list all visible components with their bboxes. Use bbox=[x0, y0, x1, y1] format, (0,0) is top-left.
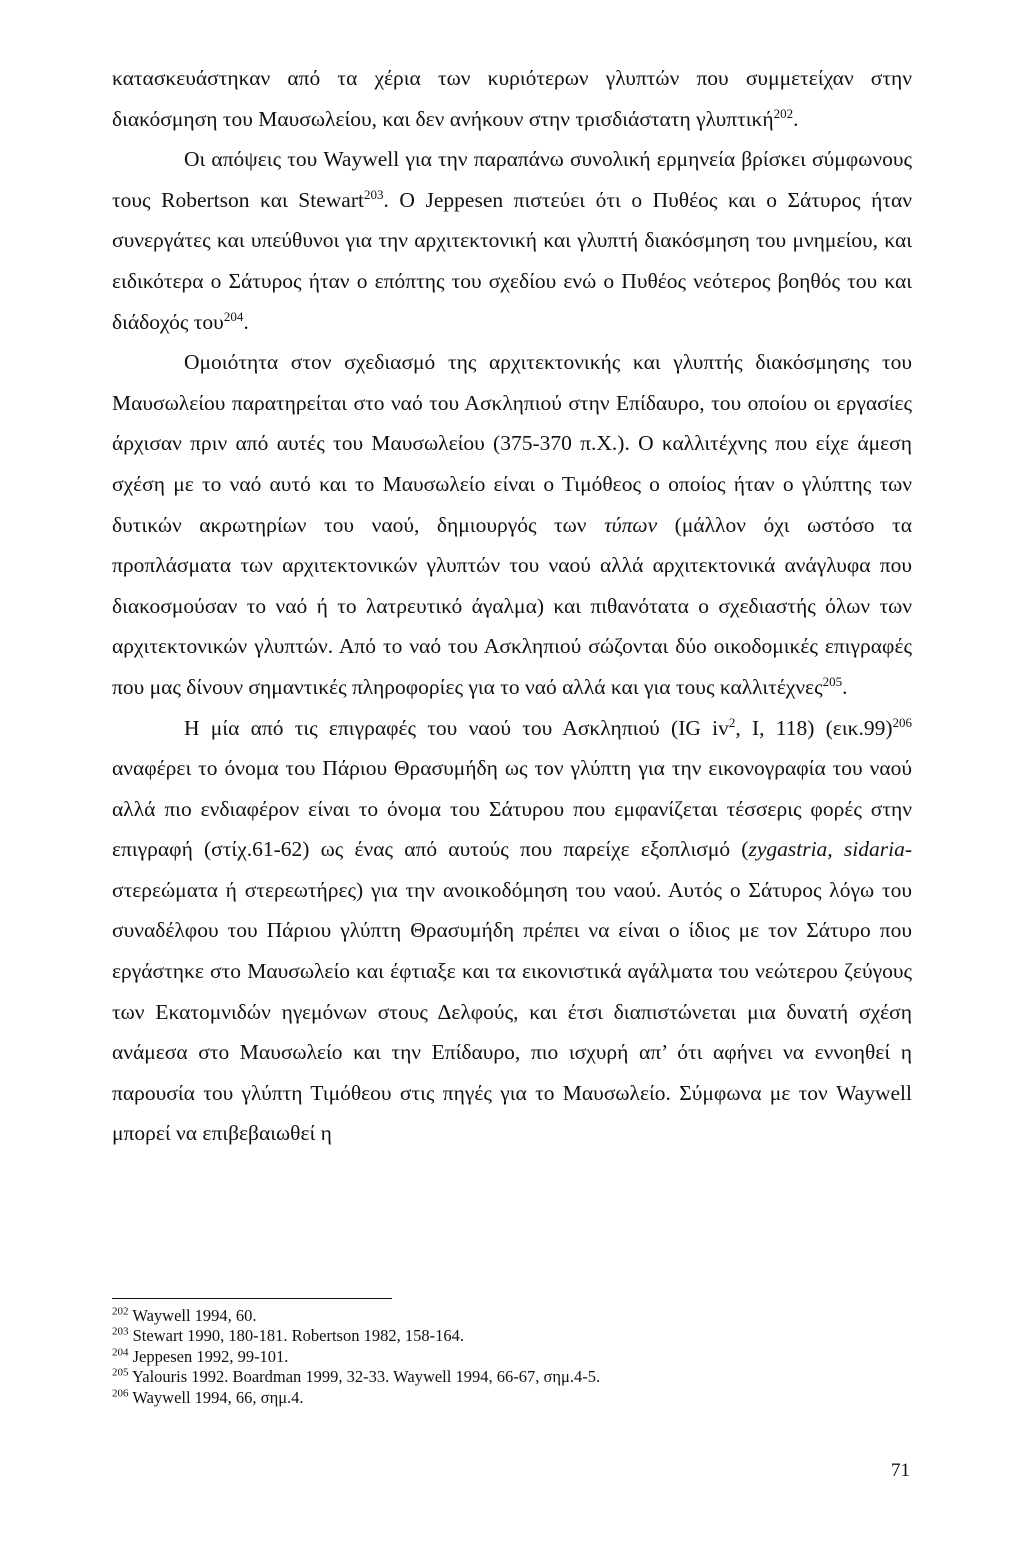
italic-term: τύπων bbox=[604, 512, 658, 537]
paragraph-text: αναφέρει το όνομα του Πάριου Θρασυμήδη ως τον γλύπτη για την εικονογραφία του ναού αλλά πιο ενδιαφέρον είναι το όνομα του Σάτυρου που εμφανίζεται τέσσερις φορές στην επιγραφή (στίχ.61-62) ως ένας από αυτούς που παρείχε εξοπλισμό ( bbox=[112, 756, 912, 862]
footnote-ref-202: 202 bbox=[773, 105, 794, 121]
footnote bbox=[112, 1306, 912, 1326]
paragraph-3 bbox=[112, 342, 912, 707]
footnote bbox=[112, 1388, 912, 1408]
paragraph-text: -στερεώματα ή στερεωτήρες) για την ανοικοδόμηση του ναού. Αυτός ο Σάτυρος λόγω του συναδέλφου του Πάριου γλύπτη Θρασυμήδη πρέπει να είναι ο ίδιος με τον Σάτυρο που εργάστηκε στο Μαυσωλείο και έφτιαξε και τα εικονιστικά αγάλματα του νεώτερου ζεύγους των Εκατομνιδών ηγεμόνων στους Δελφούς, και έτσι διαπιστώνεται μια δυνατή σχέση ανάμεσα στο Μαυσωλείο και την Επίδαυρο, πιο ισχυρή απ’ ότι αφήνει να εννοηθεί η παρουσία του γλύπτη Τιμόθεου στις πηγές για το Μαυσωλείο. Σύμφωνα με τον Waywell μπορεί να επιβεβαιωθεί η bbox=[112, 837, 912, 1146]
footnote-text: Jeppesen 1992, 99-101. bbox=[128, 1346, 289, 1366]
paragraph-4 bbox=[112, 708, 912, 1155]
paragraph-text: Η μία από τις επιγραφές του ναού του Ασκληπιού (IG iv bbox=[184, 715, 729, 740]
paragraph-text: . Ο Jeppesen πιστεύει ότι ο Πυθέος και ο Σάτυρος ήταν συνεργάτες και υπεύθυνοι για την αρχιτεκτονική και γλυπτή διακόσμηση του μνημείου, και ειδικότερα ο Σάτυρος ήταν ο επόπτης του σχεδίου ενώ ο Πυθέος νεότερος βοηθός του και διάδοχός του bbox=[112, 187, 912, 334]
footnote-number: 204 bbox=[112, 1346, 129, 1359]
footnote bbox=[112, 1347, 912, 1367]
paragraph-text: . bbox=[793, 106, 799, 131]
footnote-text: Stewart 1990, 180-181. Robertson 1982, 158-164. bbox=[128, 1326, 464, 1346]
footnote bbox=[112, 1326, 912, 1346]
paragraph-text: . bbox=[243, 309, 249, 334]
footnote-number: 202 bbox=[112, 1305, 129, 1318]
footnote-ref-206: 206 bbox=[892, 714, 912, 730]
italic-term: zygastria, sidaria bbox=[748, 837, 905, 862]
page-number: 71 bbox=[891, 1460, 910, 1481]
paragraph-text: (μάλλον όχι ωστόσο τα προπλάσματα των αρχιτεκτονικών γλυπτών του ναού αλλά αρχιτεκτονικά ανάγλυφα που διακοσμούσαν το ναό ή το λατρευτικό άγαλμα) και πιθανότατα ο σχεδιαστής όλων των αρχιτεκτονικών γλυπτών. Από το ναό του Ασκληπιού σώζονται δύο οικοδομικές επιγραφές που μας δίνουν σημαντικές πληροφορίες για το ναό αλλά και για τους καλλιτέχνες bbox=[112, 512, 912, 699]
paragraph-text: κατασκευάστηκαν από τα χέρια των κυριότερων γλυπτών που συμμετείχαν στην διακόσμηση του Μαυσωλείου, και δεν ανήκουν στην τρισδιάστατη γλυπτική bbox=[112, 66, 912, 131]
footnote-text: Yalouris 1992. Boardman 1999, 32-33. Waywell 1994, 66-67, σημ.4-5. bbox=[128, 1367, 601, 1387]
footnote-ref-204: 204 bbox=[223, 308, 244, 324]
footnote-number: 205 bbox=[112, 1366, 129, 1379]
superscript: 2 bbox=[728, 714, 736, 730]
footnote bbox=[112, 1367, 912, 1387]
footnote-text: Waywell 1994, 60. bbox=[128, 1306, 257, 1325]
footnote-text: Waywell 1994, 66, σημ.4. bbox=[128, 1387, 304, 1407]
footnote-ref-205: 205 bbox=[822, 673, 843, 689]
footnote-number: 206 bbox=[112, 1387, 129, 1400]
footnote-separator bbox=[112, 1298, 392, 1299]
body-text bbox=[112, 58, 912, 1154]
paragraph-2 bbox=[112, 139, 912, 342]
footnote-number: 203 bbox=[112, 1325, 129, 1338]
footnotes bbox=[112, 1306, 912, 1408]
footnote-ref-203: 203 bbox=[363, 186, 384, 202]
paragraph-text: Οι απόψεις του Waywell για την παραπάνω συνολική ερμηνεία βρίσκει σύμφωνους τους Robertson και Stewart bbox=[112, 147, 912, 212]
paragraph-text: , I, 118) (εικ.99) bbox=[735, 715, 893, 740]
paragraph-1 bbox=[112, 58, 912, 139]
paragraph-text: Ομοιότητα στον σχεδιασμό της αρχιτεκτονικής και γλυπτής διακόσμησης του Μαυσωλείου παρατηρείται στο ναό του Ασκληπιού στην Επίδαυρο, του οποίου οι εργασίες άρχισαν πριν από αυτές του Μαυσωλείου (375-370 π.Χ.). Ο καλλιτέχνης που είχε άμεση σχέση με το ναό αυτό και το Μαυσωλείο είναι ο Τιμόθεος ο οποίος ήταν ο γλύπτης των δυτικών ακρωτηρίων του ναού, δημιουργός των bbox=[112, 350, 912, 537]
paragraph-text: . bbox=[842, 674, 848, 699]
